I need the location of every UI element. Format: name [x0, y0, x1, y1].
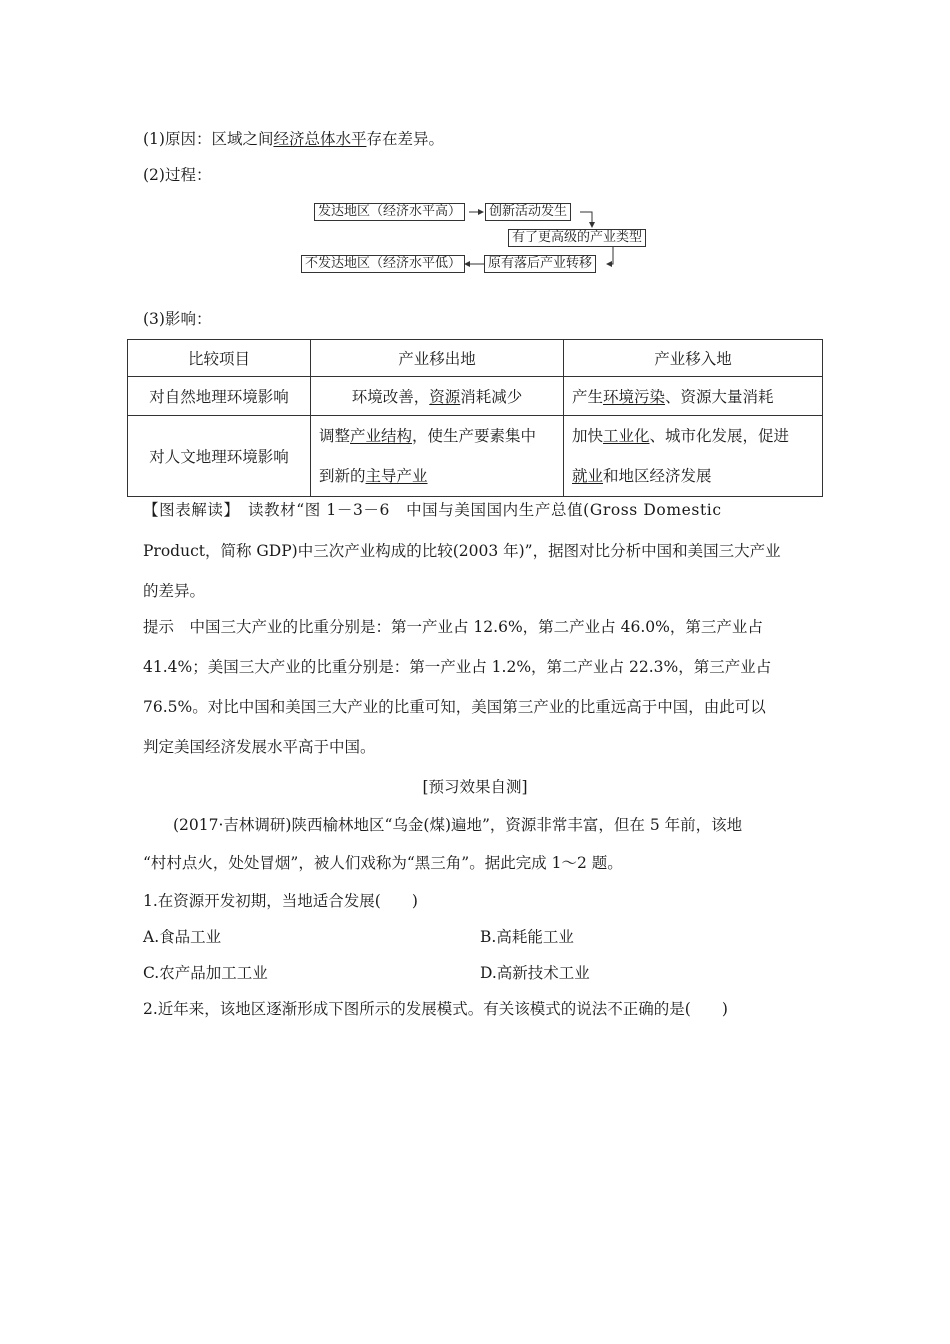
table-row — [128, 416, 823, 497]
option-d: D.高新技术工业 — [480, 964, 590, 982]
hint-line-3: 76.5%。对比中国和美国三大产业的比重可知，美国第三产业的比重远高于中国，由此可以 — [143, 698, 766, 716]
test-intro-2: “村村点火，处处冒烟”，被人们戏称为“黑三角”。据此完成 1～2 题。 — [143, 854, 623, 872]
reason-suffix: 存在差异。 — [366, 130, 444, 148]
option-a: A.食品工业 — [143, 928, 222, 946]
row2-label: 对人文地理环境影响 — [128, 416, 311, 497]
header-out: 产业移出地 — [311, 340, 564, 377]
option-b: B.高耗能工业 — [480, 928, 574, 946]
reason-underlined: 经济总体水平 — [273, 130, 367, 148]
reading-line-1: 【图表解读】 读教材“图 1－3－6 中国与美国国内生产总值(Gross Domestic — [143, 501, 722, 519]
flow-box-underdeveloped: 不发达地区（经济水平低） — [301, 255, 465, 273]
flow-box-innovation: 创新活动发生 — [485, 203, 571, 221]
flow-box-advanced-industry: 有了更高级的产业类型 — [508, 229, 646, 247]
row1-in: 产生环境污染、资源大量消耗 — [564, 377, 823, 416]
flow-box-developed: 发达地区（经济水平高） — [314, 203, 465, 221]
hint-line-2: 41.4%；美国三大产业的比重分别是：第一产业占 1.2%，第二产业占 22.3%，第三产业占 — [143, 658, 772, 676]
table-header-row — [128, 340, 823, 377]
process-label: (2)过程： — [143, 166, 212, 184]
row2-out: 调整产业结构，使生产要素集中 到新的主导产业 — [311, 416, 564, 497]
header-in: 产业移入地 — [564, 340, 823, 377]
reading-line-2: Product，简称 GDP)中三次产业构成的比较(2003 年)”，据图对比分析中国和美国三大产业 — [143, 542, 781, 560]
hint-line-1: 提示 中国三大产业的比重分别是：第一产业占 12.6%，第二产业占 46.0%，第三产业占 — [143, 618, 763, 636]
impact-label: (3)影响： — [143, 310, 212, 328]
row1-out: 环境改善，资源消耗减少 — [311, 377, 564, 416]
test-heading: [预习效果自测] — [422, 778, 528, 796]
option-c: C.农产品加工工业 — [143, 964, 268, 982]
arrow-3 — [607, 246, 613, 264]
question-2: 2.近年来，该地区逐渐形成下图所示的发展模式。有关该模式的说法不正确的是( ) — [143, 1000, 728, 1018]
flow-arrows — [0, 0, 950, 300]
row2-in: 加快工业化、城市化发展，促进 就业和地区经济发展 — [564, 416, 823, 497]
flow-box-transfer: 原有落后产业转移 — [484, 255, 596, 273]
test-intro-1: (2017·吉林调研)陕西榆林地区“乌金(煤)遍地”，资源非常丰富，但在 5 年前，该地 — [173, 816, 743, 834]
comparison-table — [127, 339, 823, 497]
row1-label: 对自然地理环境影响 — [128, 377, 311, 416]
question-1: 1.在资源开发初期，当地适合发展( ) — [143, 892, 418, 910]
reason-prefix: (1)原因：区域之间 — [143, 130, 274, 148]
reading-line-3: 的差异。 — [143, 582, 206, 600]
arrow-2 — [580, 212, 592, 227]
hint-line-4: 判定美国经济发展水平高于中国。 — [143, 738, 376, 756]
header-item: 比较项目 — [128, 340, 311, 377]
table-row — [128, 377, 823, 416]
